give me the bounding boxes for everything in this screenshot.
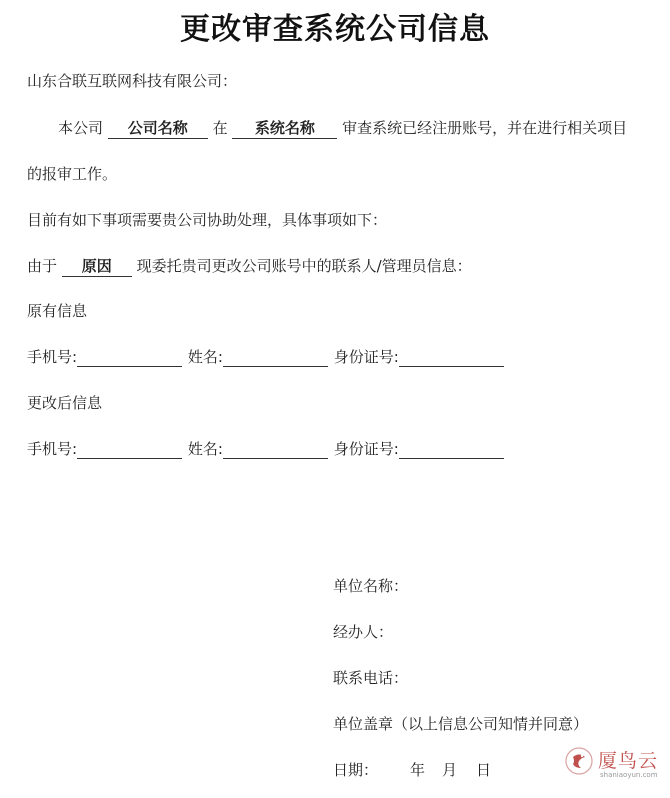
handler-label: 经办人： (333, 623, 394, 641)
reason-prefix: 由于 (27, 257, 58, 275)
para1-mid: 在 (212, 119, 228, 137)
original-phone-blank (77, 351, 182, 367)
changed-info-header: 更改后信息 (27, 394, 103, 412)
original-name-label: 姓名: (187, 348, 223, 366)
original-info-header: 原有信息 (27, 302, 88, 320)
company-name-field: 公司名称 (108, 117, 208, 139)
changed-phone-label: 手机号: (27, 440, 78, 458)
changed-id-label: 身份证号: (333, 440, 399, 458)
watermark-name: 厦鸟云 (598, 750, 659, 772)
matters-intro: 目前有如下事项需要贵公司协助处理，具体事项如下： (27, 211, 388, 229)
bird-logo-icon (564, 746, 594, 776)
reason-line (27, 255, 472, 277)
original-id-blank (399, 351, 504, 367)
addressee: 山东合联互联网科技有限公司： (27, 72, 238, 90)
original-phone-label: 手机号: (27, 348, 78, 366)
para1-suffix: 审查系统已经注册账号，并在进行相关项目 (342, 119, 628, 137)
document-title: 更改审查系统公司信息 (180, 12, 490, 47)
original-info-fields (27, 346, 505, 367)
watermark-url: shaniaoyun.com (600, 771, 658, 779)
reason-suffix: 现委托贵司更改公司账号中的联系人/管理员信息： (136, 257, 472, 275)
changed-info-fields (27, 438, 505, 459)
date-day: 日 (476, 761, 492, 779)
changed-name-blank (223, 443, 328, 459)
reason-field: 原因 (62, 255, 132, 277)
date-month: 月 (442, 761, 458, 779)
changed-name-label: 姓名: (187, 440, 223, 458)
changed-id-blank (399, 443, 504, 459)
date-line (333, 759, 491, 780)
seal-label: 单位盖章（以上信息公司知情并同意） (333, 715, 589, 733)
original-name-blank (223, 351, 328, 367)
original-id-label: 身份证号: (333, 348, 399, 366)
date-label: 日期： (333, 761, 379, 779)
para1-prefix: 本公司 (58, 119, 104, 137)
date-year: 年 (410, 761, 426, 779)
paragraph-1-line-2: 的报审工作。 (27, 165, 118, 183)
paragraph-1-line-1 (58, 117, 627, 139)
watermark (564, 744, 660, 784)
changed-phone-blank (77, 443, 182, 459)
system-name-field: 系统名称 (232, 117, 337, 139)
contact-phone-label: 联系电话： (333, 669, 409, 687)
unit-name-label: 单位名称： (333, 577, 409, 595)
